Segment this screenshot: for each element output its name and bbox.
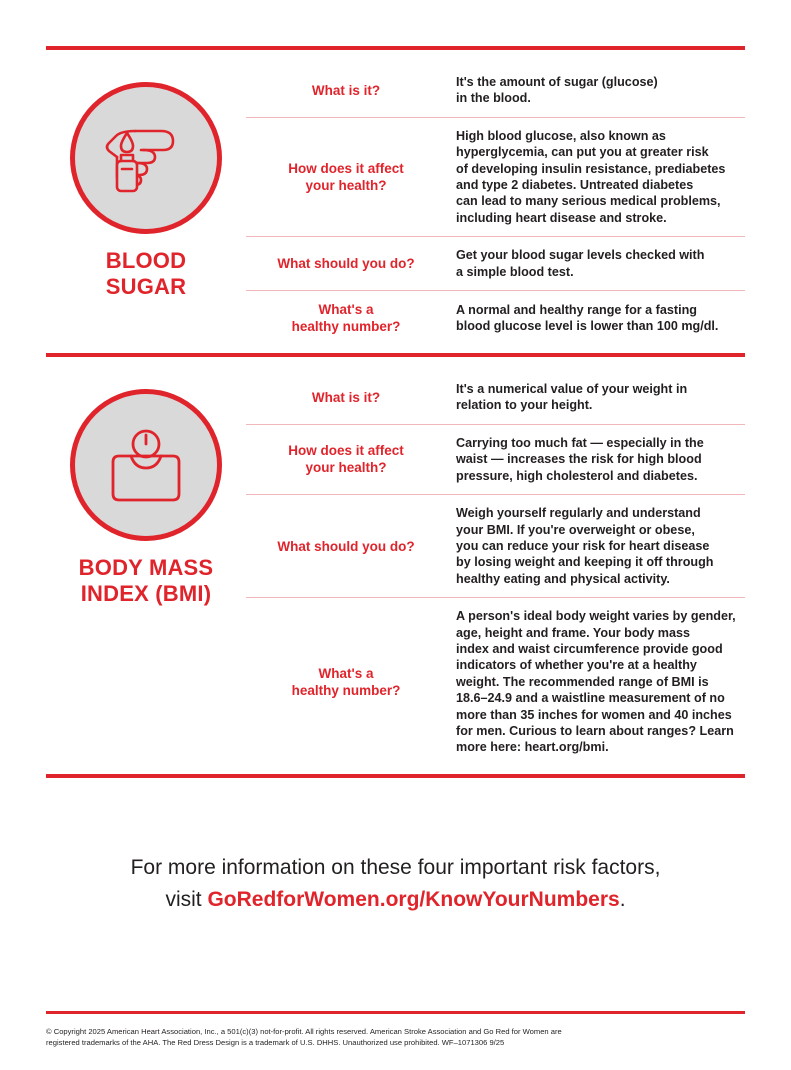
blood-sugar-title — [106, 248, 186, 300]
qa-row — [246, 371, 745, 425]
cta-block — [46, 852, 745, 916]
blood-drop-finger-icon — [70, 82, 222, 234]
question-label: What should you do? — [277, 538, 415, 554]
legal-line-1: © Copyright 2025 American Heart Association, Inc., a 501(c)(3) not-for-profit. All rights reserved. American Stroke Association and Go Red for Women are — [46, 1027, 562, 1036]
qa-row — [246, 291, 745, 345]
divider-legal — [46, 1011, 745, 1014]
question-label: How does it affect your health? — [288, 443, 404, 476]
question-label: What's a healthy number? — [291, 302, 401, 335]
cta-line-2 — [46, 884, 745, 916]
bmi-title-line2: INDEX (BMI) — [80, 581, 212, 607]
blood-sugar-title-line1: BLOOD — [105, 248, 187, 273]
blood-sugar-qa-table — [246, 60, 745, 345]
qa-row — [246, 64, 745, 118]
cta-period: . — [619, 887, 626, 911]
answer-text: A person's ideal body weight varies by gender, age, height and frame. Your body mass index and waist circumference provide good indicators of whether you're at a healthy weight. The recommended range of BMI is 18.6–24.9 and a waistline measurement of no more than 35 inches for women and 40 inches for men. Curious to learn about ranges? Learn more here: heart.org/bmi. — [456, 609, 736, 755]
answer-text: It's a numerical value of your weight in relation to your height. — [456, 382, 688, 413]
cta-line-1: For more information on these four important risk factors, — [130, 855, 661, 879]
answer-text: Get your blood sugar levels checked with a simple blood test. — [456, 248, 705, 279]
question-label: What should you do? — [277, 256, 415, 272]
legal-line-2: registered trademarks of the AHA. The Red Dress Design is a trademark of U.S. DHHS. Unauthorized use prohibited. WF–1071306 9/25 — [46, 1037, 505, 1047]
bmi-title — [79, 555, 214, 607]
question-label: What is it? — [311, 389, 381, 405]
document-page — [0, 46, 791, 1070]
answer-text: A normal and healthy range for a fasting blood glucose level is lower than 100 mg/dl. — [456, 302, 719, 334]
answer-text: High blood glucose, also known as hyperglycemia, can put you at greater risk of developing insulin resistance, prediabetes and type 2 diabetes. Untreated diabetes can lead to many serious medical problems, including heart disease and stroke. — [456, 128, 726, 225]
qa-row — [246, 237, 745, 291]
question-label: What's a healthy number? — [291, 665, 401, 698]
question-label: How does it affect your health? — [288, 161, 404, 194]
bmi-title-line1: BODY MASS — [78, 555, 214, 581]
bmi-qa-table — [246, 367, 745, 766]
legal-text — [46, 1027, 745, 1048]
blood-sugar-title-line2: SUGAR — [105, 274, 187, 299]
bathroom-scale-icon — [70, 389, 222, 541]
answer-text: It's the amount of sugar (glucose) in the blood. — [456, 75, 658, 106]
bmi-link-text[interactable]: heart.org/bmi — [524, 740, 606, 755]
bmi-icon-column — [46, 367, 246, 607]
goredforwomen-link[interactable]: GoRedforWomen.org/KnowYourNumbers — [207, 887, 620, 911]
cta-visit-prefix: visit — [165, 887, 208, 911]
section-bmi — [46, 357, 745, 774]
answer-text: Weigh yourself regularly and understand your BMI. If you're overweight or obese, you can reduce your risk for heart disease by losing weight and keeping it off through healthy eating and physical activity. — [456, 506, 714, 586]
qa-row — [246, 118, 745, 237]
blood-sugar-icon-column — [46, 60, 246, 300]
qa-row — [246, 495, 745, 598]
section-blood-sugar — [46, 50, 745, 353]
question-label: What is it? — [311, 82, 381, 98]
divider-bottom — [46, 774, 745, 778]
answer-text: Carrying too much fat — especially in the waist — increases the risk for high blood pressure, high cholesterol and diabetes. — [456, 435, 704, 483]
qa-row — [246, 598, 745, 766]
qa-row — [246, 425, 745, 495]
